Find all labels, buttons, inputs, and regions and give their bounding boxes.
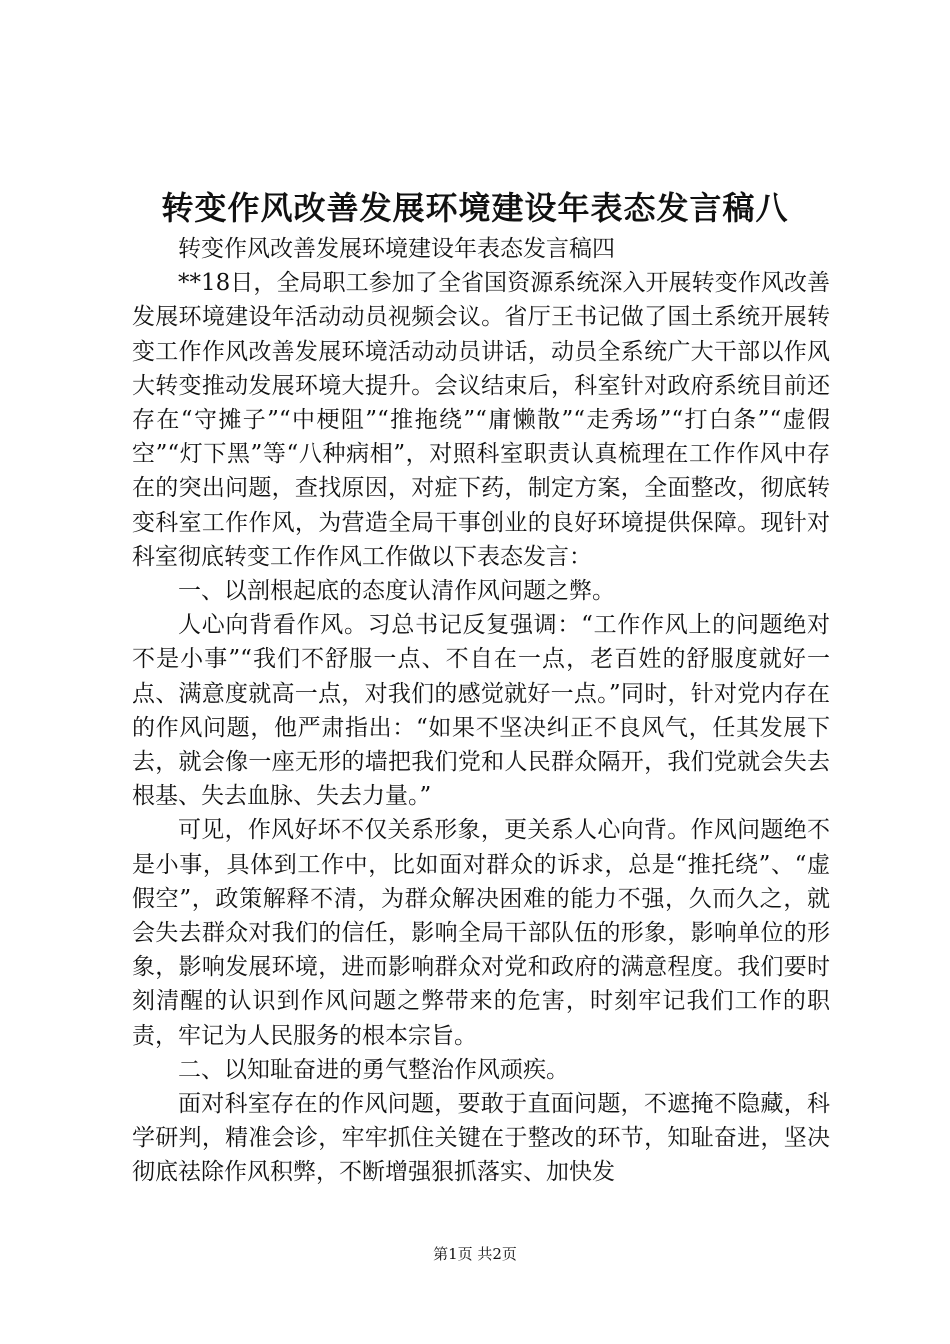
section-heading: 二、以知耻奋进的勇气整治作风顽疾。	[178, 1056, 569, 1083]
body-paragraph: 面对科室存在的作风问题，要敢于直面问题，不遮掩不隐藏，科学研判，精准会诊，牢牢抓住关键在于整改的环节，知耻奋进，坚决彻底祛除作风积弊，不断增强狠抓落实、加快发	[132, 1091, 830, 1186]
document-title: 转变作风改善发展环境建设年表态发言稿八	[161, 189, 789, 227]
body-paragraph: **18日，全局职工参加了全省国资源系统深入开展转变作风改善发展环境建设年活动动员视频会议。省厅王书记做了国土系统开展转变工作作风改善发展环境活动动员讲话，动员全系统广大干部以作风大转变推动发展环境大提升。会议结束后，科室针对政府系统目前还存在“守摊子”“中梗阻”“推拖绕”“庸懒散”“走秀场”“打白条”“虚假空”“灯下黑”等“八种病相”，对照科室职责认真梳理在工作作风中存在的突出问题，查找原因，对症下药，制定方案，全面整改，彻底转变科室工作作风，为营造全局干事创业的良好环境提供保障。现针对科室彻底转变工作作风工作做以下表态发言：	[132, 270, 830, 570]
subtitle-paragraph: 转变作风改善发展环境建设年表态发言稿四	[178, 236, 615, 262]
body-paragraph: 人心向背看作风。习总书记反复强调：“工作作风上的问题绝对不是小事”“我们不舒服一点、不自在一点，老百姓的舒服度就好一点、满意度就高一点，对我们的感觉就好一点。”同时，针对党内存在的作风问题，他严肃指出：“如果不坚决纠正不良风气，任其发展下去，就会像一座无形的墙把我们党和人民群众隔开，我们党就会失去根基、失去血脉、失去力量。”	[132, 612, 830, 810]
document-body	[132, 232, 830, 1190]
page-indicator: 第1页 共2页	[433, 1245, 517, 1263]
section-heading: 一、以剖根起底的态度认清作风问题之弊。	[178, 578, 615, 605]
page-footer	[0, 1244, 950, 1264]
body-paragraph: 可见，作风好坏不仅关系形象，更关系人心向背。作风问题绝不是小事，具体到工作中，比如面对群众的诉求，总是“推托绕”、“虚假空”，政策解释不清，为群众解决困难的能力不强，久而久之，就会失去群众对我们的信任，影响全局干部队伍的形象，影响单位的形象，影响发展环境，进而影响群众对党和政府的满意程度。我们要时刻清醒的认识到作风问题之弊带来的危害，时刻牢记我们工作的职责，牢记为人民服务的根本宗旨。	[132, 817, 830, 1049]
